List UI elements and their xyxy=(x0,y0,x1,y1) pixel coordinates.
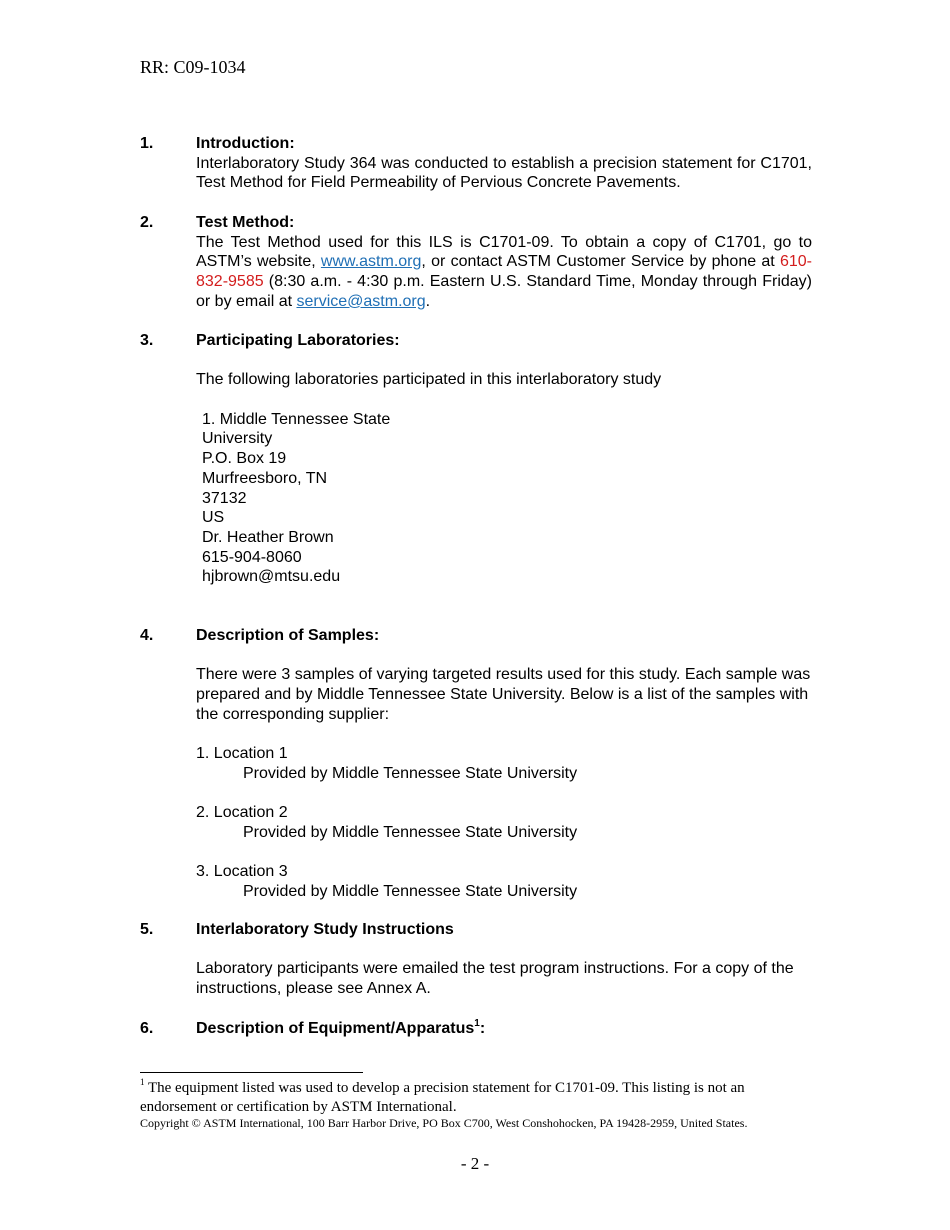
section-number: 4. xyxy=(140,627,154,644)
customer-service-phone[interactable]: 610-832-9585 xyxy=(196,253,812,291)
copyright-notice: Copyright © ASTM International, 100 Barr Harbor Drive, PO Box C700, West Conshohocken, PA 19428-2959, United States. xyxy=(140,1116,748,1130)
section-title: Participating Laboratories: xyxy=(196,332,400,349)
section-title: Description of Samples: xyxy=(196,627,380,644)
page-number: - 2 - xyxy=(460,1154,490,1173)
section-text: There were 3 samples of varying targeted results used for this study. Each sample was prepared and by Middle Tennessee State University. Below is a list of the samples with the corresponding supplier: xyxy=(196,666,811,723)
section-ils-instructions xyxy=(140,920,812,999)
section-number: 1. xyxy=(140,135,154,152)
footnote-divider xyxy=(140,1072,363,1073)
report-number-header: RR: C09-1034 xyxy=(140,57,246,77)
section-participating-laboratories xyxy=(140,331,812,587)
lab-contact: Dr. Heather Brown xyxy=(202,529,334,546)
section-text: Laboratory participants were emailed the test program instructions. For a copy of the instructions, please see Annex A. xyxy=(196,960,794,998)
lab-zip: 37132 xyxy=(202,489,247,507)
section-text: Interlaboratory Study 364 was conducted to establish a precision statement for C1701, Test Method for Field Permeability of Pervious Concrete Pavements. xyxy=(196,154,812,192)
lab-po-box: P.O. Box 19 xyxy=(202,450,287,468)
section-introduction xyxy=(140,134,812,193)
section-test-method xyxy=(140,213,812,312)
sample-item: 3. Location 3 Provided by Middle Tennessee State University xyxy=(196,863,578,901)
section-title: Interlaboratory Study Instructions xyxy=(196,921,454,938)
section-number: 3. xyxy=(140,332,154,349)
lab-country: US xyxy=(202,509,225,527)
section-number: 2. xyxy=(140,214,154,231)
lab-name-cont: University xyxy=(202,430,273,448)
section-description-of-samples xyxy=(140,626,812,902)
sample-item: 1. Location 1 Provided by Middle Tennessee State University xyxy=(196,745,578,782)
footnote-mark: 1 xyxy=(140,1077,145,1087)
service-email-link[interactable]: service@astm.org xyxy=(296,292,426,310)
astm-website-link[interactable]: www.astm.org xyxy=(320,253,422,271)
section-title: Introduction: xyxy=(196,135,295,152)
section-number: 5. xyxy=(140,921,154,938)
lab-city: Murfreesboro, TN xyxy=(202,469,328,487)
footnote: $^1$ The equipment listed was used to develop a precision statement for C1701-09. This listing is not an endorsement or certification by ASTM International. xyxy=(140,1077,745,1115)
laboratory-address-block xyxy=(202,410,812,587)
section-number: 6. xyxy=(140,1020,154,1037)
section-text: The following laboratories participated in this interlaboratory study xyxy=(196,371,662,389)
sample-item: 2. Location 2 Provided by Middle Tennessee State University xyxy=(196,804,578,841)
lab-email: hjbrown@mtsu.edu xyxy=(202,568,341,586)
section-equipment xyxy=(140,1019,812,1039)
lab-name: 1. Middle Tennessee State xyxy=(202,410,391,428)
section-text: The Test Method used for this ILS is C1701-09. To obtain a copy of C1701, go to ASTM’s website, www.astm.org, or contact ASTM Customer Service by phone at 610-832-9585 (8:30 a.m. - 4:30 p.m. Eastern U.S. Standard Time, Monday through Friday) or by email at service@astm.org. xyxy=(196,233,812,310)
footnote-reference[interactable]: 1 xyxy=(474,1017,480,1029)
lab-phone: 615-904-8060 xyxy=(202,548,302,566)
section-title: Description of Equipment/Apparatus$^1$: xyxy=(196,1017,486,1037)
section-title: Test Method: xyxy=(196,214,295,231)
